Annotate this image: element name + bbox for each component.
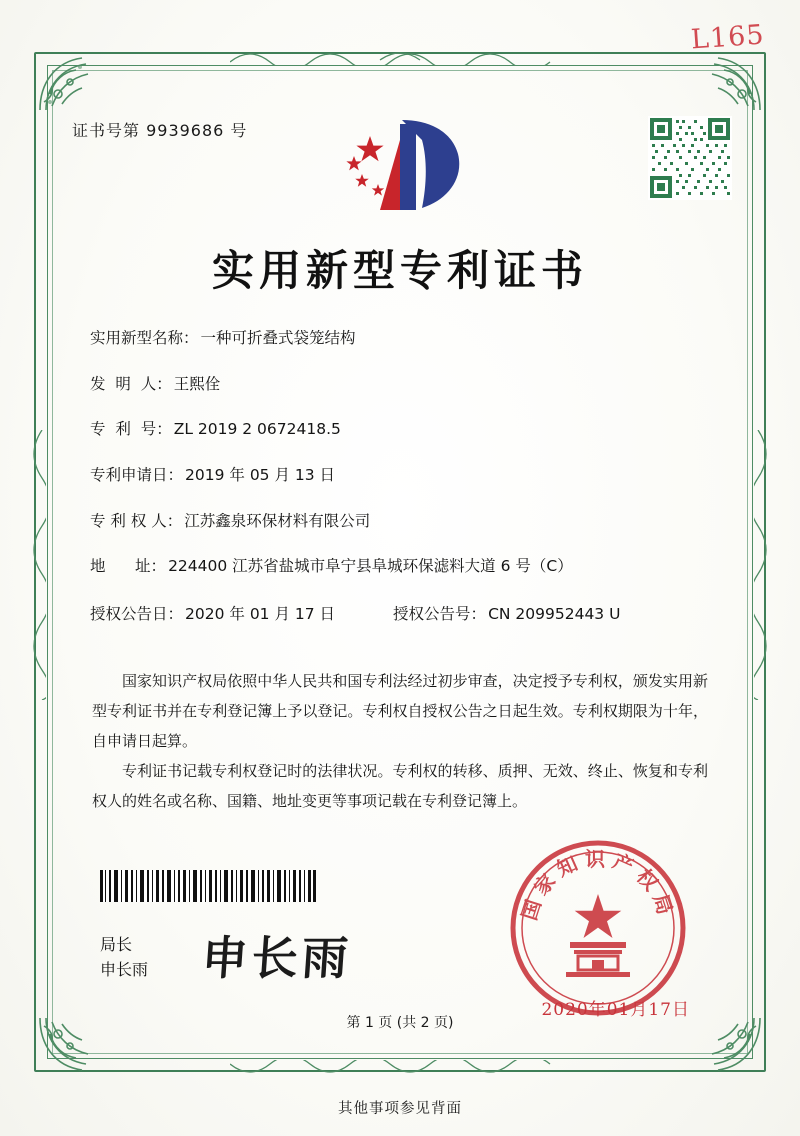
edge-ornament-bottom-icon — [230, 1060, 570, 1082]
field-value: 一种可折叠式袋笼结构 — [200, 329, 356, 347]
field-value: 王熙佺 — [173, 374, 221, 393]
certificate-content — [52, 70, 748, 1054]
certificate-number: 证书号第 9939686 号 — [72, 121, 248, 140]
field-application-date — [90, 465, 710, 487]
seal-date: 2020年01月17日 — [541, 1000, 690, 1020]
field-grant-row — [90, 602, 710, 624]
official-seal — [508, 838, 688, 1018]
field-value: 224400 江苏省盐城市阜宁县阜城环保滤料大道 6 号（C） — [168, 557, 573, 576]
director-signature: 申长雨 — [199, 931, 354, 985]
edge-ornament-top-icon — [230, 44, 570, 66]
director-label: 局长 — [100, 935, 133, 954]
corner-annotation: L165 — [689, 19, 765, 56]
field-label: 专利申请日： — [90, 466, 184, 485]
grant-number-value: CN 209952443 U — [488, 605, 621, 624]
field-value: ZL 2019 2 0672418.5 — [173, 420, 341, 439]
legal-paragraph-1: 国家知识产权局依照中华人民共和国专利法经过初步审查，决定授予专利权，颁发实用新型专利证书并在专利登记簿上予以登记。专利权自授权公告之日起生效。专利权期限为十年，自申请日起算。 — [92, 672, 708, 750]
director-name: 申长雨 — [100, 960, 149, 979]
qr-code — [648, 116, 732, 200]
field-inventor — [90, 374, 710, 396]
grant-date-label: 授权公告日： — [90, 605, 184, 624]
field-label: 发 明 人： — [90, 374, 172, 393]
field-list — [90, 328, 710, 648]
edge-ornament-right-icon — [754, 430, 776, 700]
field-value: 江苏鑫泉环保材料有限公司 — [184, 511, 371, 530]
barcode — [100, 870, 316, 902]
footer-note: 其他事项参见背面 — [338, 1101, 462, 1117]
svg-text:国家知识产权局: 国家知识产权局 — [516, 847, 680, 924]
page-title: 实用新型专利证书 — [211, 246, 588, 295]
field-value: 2019 年 05 月 13 日 — [185, 466, 336, 485]
field-patent-number — [90, 419, 710, 441]
field-label: 专 利 号： — [90, 420, 172, 439]
field-label: 实用新型名称： — [90, 329, 199, 347]
field-label: 专 利 权 人： — [90, 511, 183, 530]
field-utility-model-name — [90, 328, 710, 350]
legal-paragraph-2: 专利证书记载专利权登记时的法律状况。专利权的转移、质押、无效、终止、恢复和专利权人的姓名或名称、国籍、地址变更等事项记载在专利登记簿上。 — [92, 762, 708, 810]
page-indicator: 第 1 页 (共 2 页) — [346, 1015, 454, 1031]
grant-number-label: 授权公告号： — [393, 605, 487, 624]
field-address — [90, 556, 710, 578]
field-label: 地 址： — [90, 557, 167, 576]
cnipa-logo-icon — [330, 110, 470, 220]
edge-ornament-left-icon — [24, 430, 46, 700]
grant-date-value: 2020 年 01 月 17 日 — [185, 605, 336, 624]
field-patentee — [90, 511, 710, 533]
director-title — [100, 932, 148, 982]
